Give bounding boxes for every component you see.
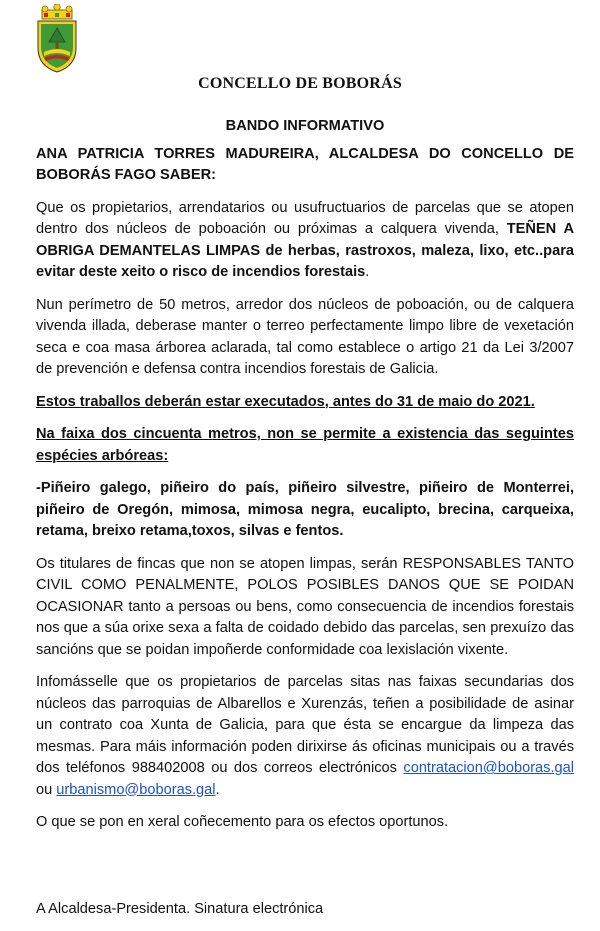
paragraph-obligation-bold: TEÑEN A OBRIGA DEMANTELAS LIMPAS de herbas, rastroxos, maleza, lixo, etc..para evitar deste xeito o risco de incendios forestais bbox=[36, 221, 574, 280]
paragraph-obligation-text: Que os propietarios, arrendatarios ou usufructuarios de parcelas que se atopen dentro dos núcleos de poboación ou próximas a calquera vivenda, bbox=[36, 199, 574, 237]
coat-of-arms-icon bbox=[32, 4, 82, 74]
email-link-urbanismo[interactable]: urbanismo@boboras.gal bbox=[56, 781, 216, 798]
intro-paragraph: ANA PATRICIA TORRES MADUREIRA, ALCALDESA DO CONCELLO DE BOBORÁS FAGO SABER: bbox=[36, 145, 574, 183]
paragraph-obligation-end: . bbox=[365, 264, 370, 280]
paragraph-species-heading: Na faixa dos cincuenta metros, non se permite a existencia das seguintes espécies arbóreas: bbox=[36, 426, 574, 464]
paragraph-responsibility: Os titulares de fincas que non se atopen limpas, serán RESPONSABLES TANTO CIVIL COMO PENALMENTE, POLOS POSIBLES DANOS QUE SE POIDAN OCASIONAR tanto a persoas ou bens, como consecuencia de incendios forestais nos que a súa orixe sexa a falta de coidado debido das parcelas, sen prexuízo das sancións que se poidan impoñerde conformidade coa lexislación vixente. bbox=[36, 555, 574, 658]
email-link-contratacion[interactable]: contratacion@boboras.gal bbox=[403, 760, 574, 776]
paragraph-contact bbox=[36, 672, 574, 801]
paragraph-closing: O que se pon en xeral coñecemento para os efectos oportunos. bbox=[36, 814, 449, 830]
paragraph-deadline: Estos traballos deberán estar executados, antes do 31 de maio do 2021. bbox=[36, 393, 535, 410]
bando-title: BANDO INFORMATIVO bbox=[225, 118, 385, 134]
paragraph-contact-mid: ou bbox=[36, 781, 57, 798]
document-body bbox=[36, 116, 574, 845]
paragraph-contact-end: . bbox=[215, 781, 220, 798]
municipality-title: CONCELLO DE BOBORÁS bbox=[198, 75, 402, 92]
paragraph-perimeter: Nun perímetro de 50 metros, arredor dos núcleos de poboación, ou de calquera vivenda illada, deberase manter o terreo perfectamente limpo libre de vexetación seca e coa masa árborea aclarada, tal como establece o artigo 21 da Lei 3/2007 de prevención e defensa contra incendios forestais de Galicia. bbox=[36, 296, 574, 377]
signature-line: A Alcaldesa-Presidenta. Sinatura electrónica bbox=[36, 901, 324, 917]
paragraph-contact-text: Infomásselle que os propietarios de parcelas sitas nas faixas secundarias dos núcleos das parroquias de Albarellos e Xurenzás, teñen a posibilidade de asinar un contrato coa Xunta de Galicia, para que ésta se encargue da limpeza das mesmas. Para máis información poden dirixirse ás oficinas municipais ou a través dos teléfonos 988402008 ou dos correos electrónicos bbox=[36, 674, 574, 776]
paragraph-obligation bbox=[36, 198, 574, 284]
paragraph-species-list: -Piñeiro galego, piñeiro do país, piñeiro silvestre, piñeiro de Monterrei, piñeiro de Oregón, mimosa, mimosa negra, eucalipto, brecina, carqueixa, retama, breixo retama,toxos, silvas e fentos. bbox=[36, 480, 574, 539]
